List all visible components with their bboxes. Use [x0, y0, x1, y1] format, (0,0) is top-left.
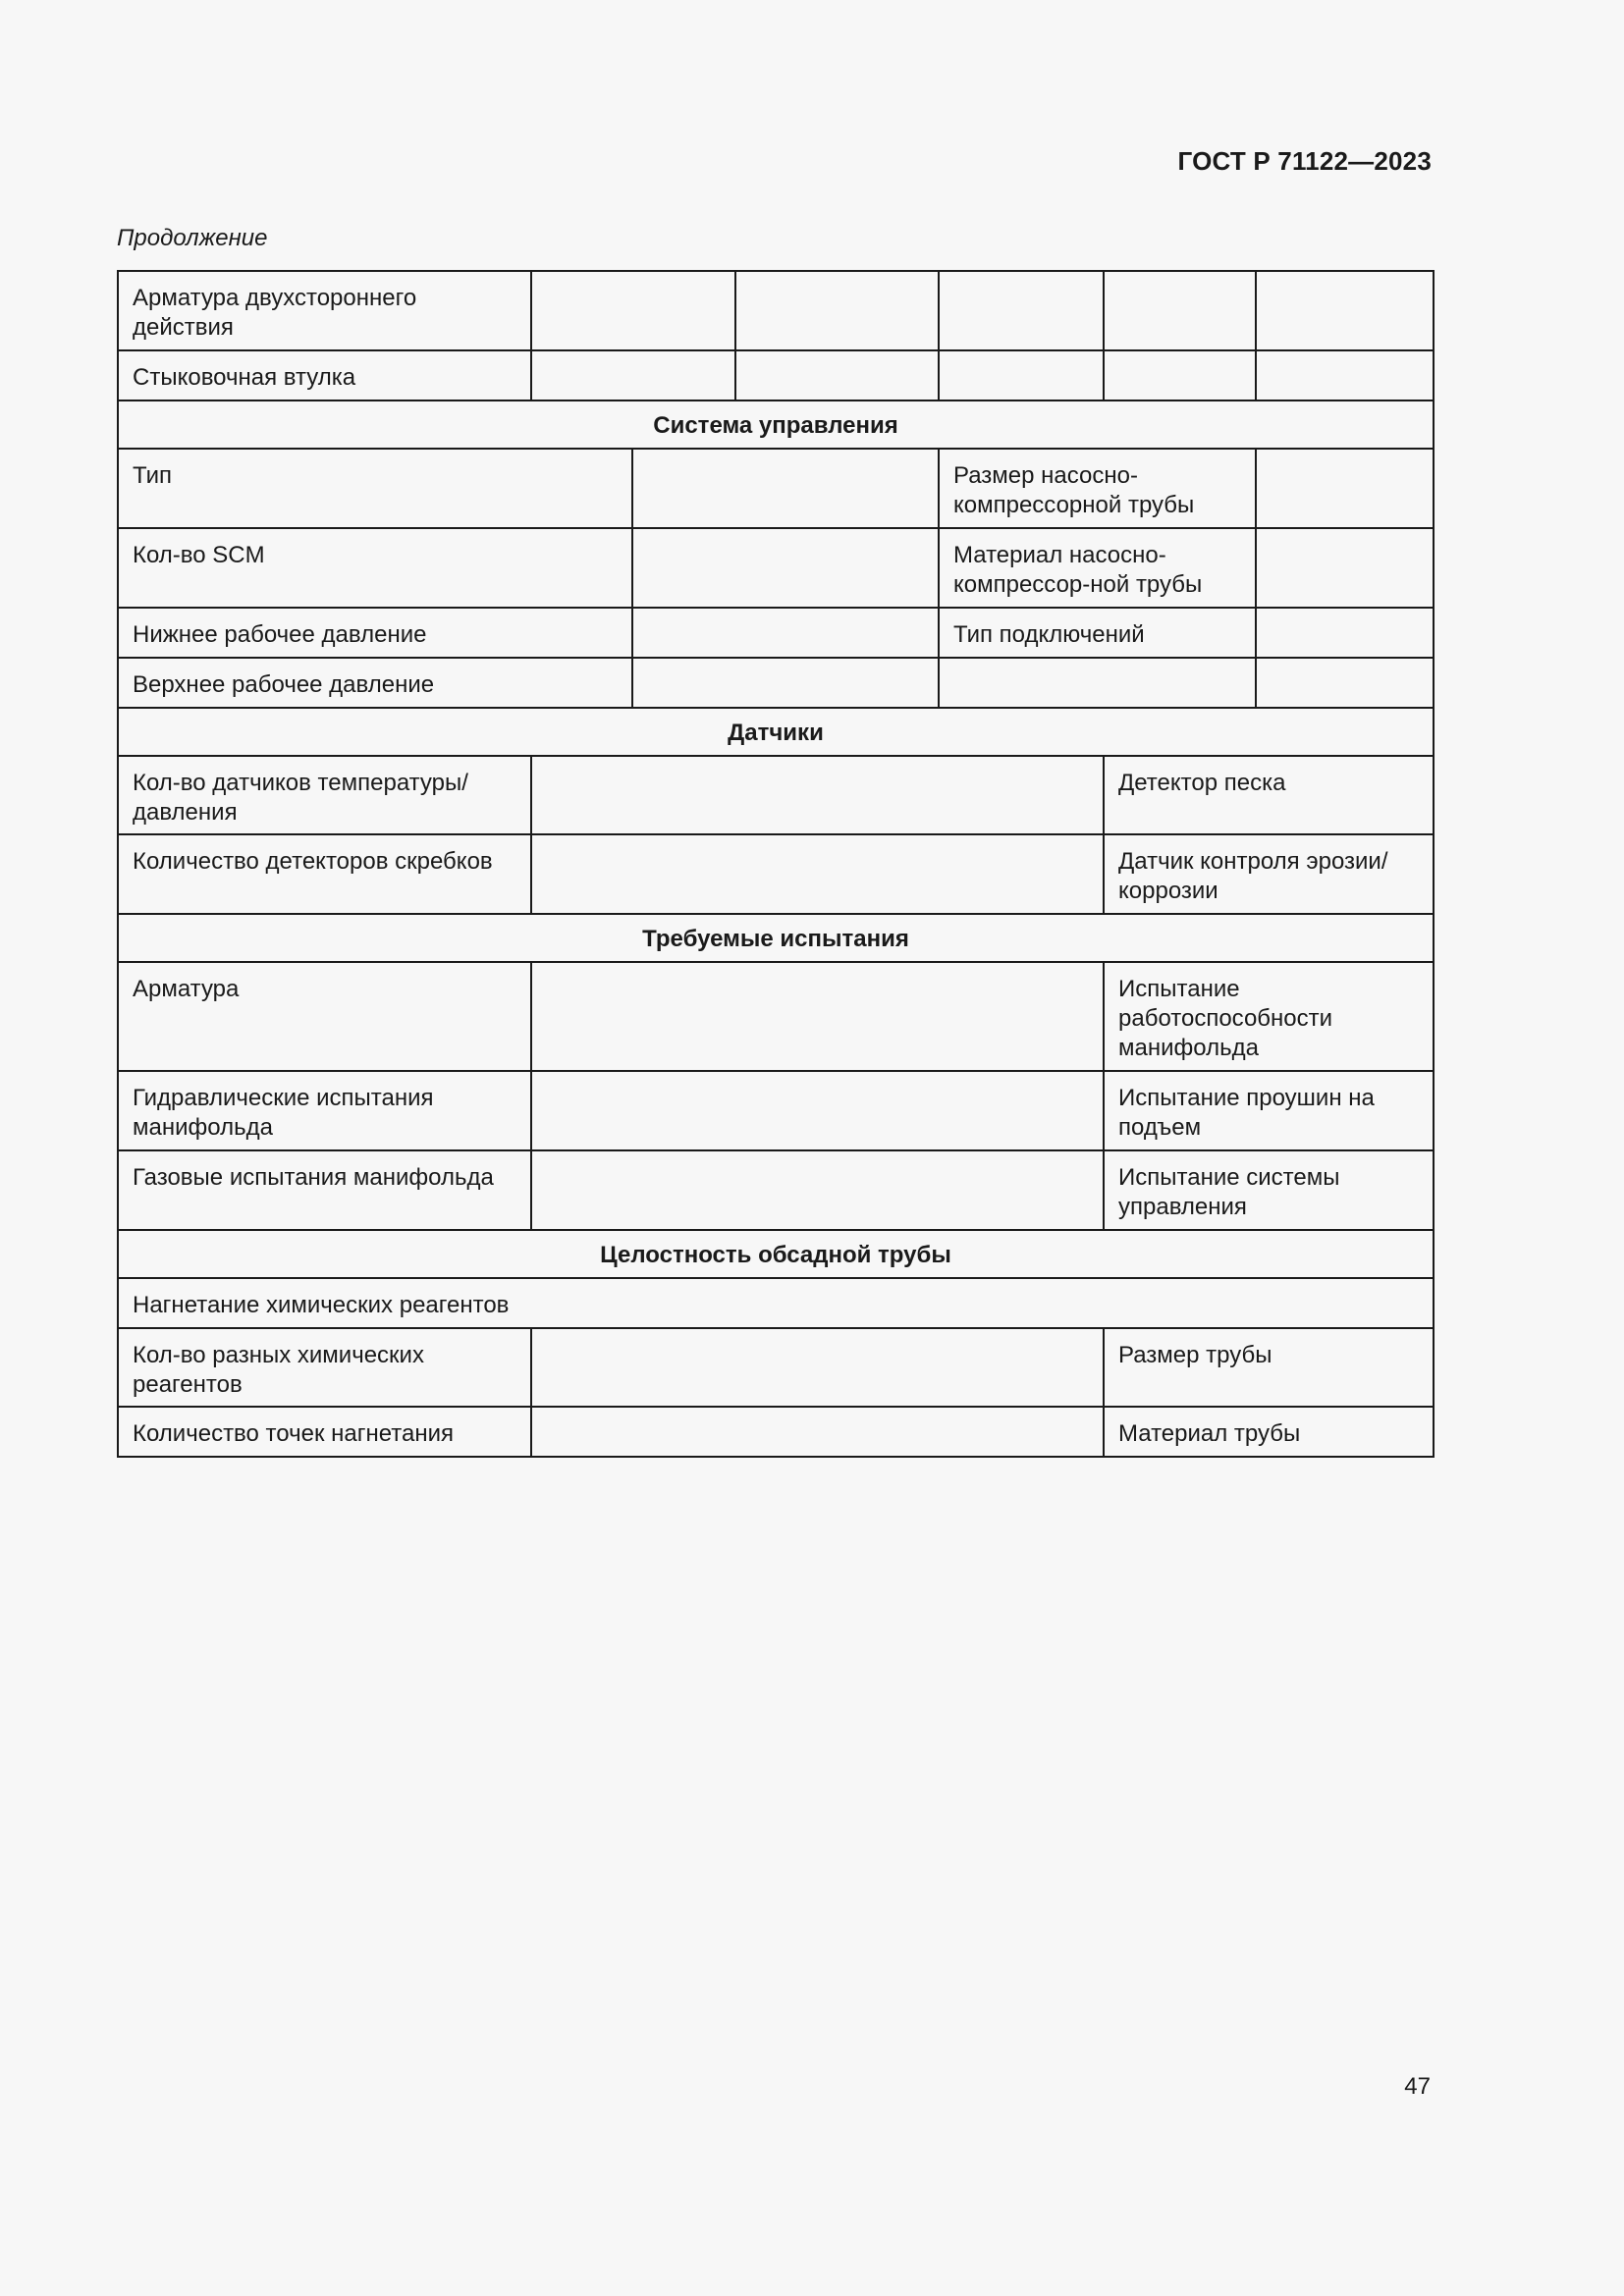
table-row [118, 528, 1434, 608]
value-cell[interactable] [1256, 608, 1434, 658]
value-cell[interactable] [632, 528, 939, 608]
table-row [118, 608, 1434, 658]
row-label: Кол-во SCM [118, 528, 632, 608]
table-row [118, 756, 1434, 834]
row-label: Арматура двухстороннего действия [118, 271, 531, 350]
value-cell[interactable] [1256, 350, 1434, 400]
value-cell[interactable] [632, 658, 939, 708]
row-label: Нагнетание химических реагентов [118, 1278, 1434, 1328]
value-cell[interactable] [531, 1328, 1104, 1407]
row-label: Тип подключений [939, 608, 1256, 658]
row-label: Материал насосно-компрессор-ной трубы [939, 528, 1256, 608]
section-title-tests: Требуемые испытания [118, 914, 1434, 962]
row-label: Стыковочная втулка [118, 350, 531, 400]
value-cell[interactable] [531, 271, 735, 350]
table-row [118, 350, 1434, 400]
row-label: Нижнее рабочее давление [118, 608, 632, 658]
value-cell[interactable] [632, 608, 939, 658]
page-number: 47 [1404, 2073, 1431, 2100]
row-label: Количество точек нагнетания [118, 1407, 531, 1457]
table-row [118, 1150, 1434, 1230]
value-cell[interactable] [939, 350, 1104, 400]
row-label: Кол-во датчиков температуры/давления [118, 756, 531, 834]
row-label: Размер насосно-компрессорной трубы [939, 449, 1256, 528]
value-cell[interactable] [1104, 350, 1256, 400]
table-row [118, 834, 1434, 914]
value-cell[interactable] [735, 350, 939, 400]
value-cell[interactable] [531, 962, 1104, 1071]
value-cell[interactable] [531, 1150, 1104, 1230]
row-label: Испытание системы управления [1104, 1150, 1434, 1230]
value-cell[interactable] [1104, 271, 1256, 350]
row-label: Тип [118, 449, 632, 528]
value-cell[interactable] [632, 449, 939, 528]
value-cell[interactable] [1256, 528, 1434, 608]
row-label: Датчик контроля эрозии/ коррозии [1104, 834, 1434, 914]
value-cell[interactable] [531, 1407, 1104, 1457]
continuation-label: Продолжение [117, 225, 268, 251]
table-row [118, 1278, 1434, 1328]
specification-table [117, 270, 1435, 1458]
row-label: Размер трубы [1104, 1328, 1434, 1407]
row-label [939, 658, 1256, 708]
section-header-row [118, 400, 1434, 449]
row-label: Кол-во разных химических реагентов [118, 1328, 531, 1407]
section-header-row [118, 708, 1434, 756]
value-cell[interactable] [939, 271, 1104, 350]
row-label: Количество детекторов скребков [118, 834, 531, 914]
value-cell[interactable] [1256, 658, 1434, 708]
row-label: Газовые испытания манифольда [118, 1150, 531, 1230]
section-header-row [118, 1230, 1434, 1278]
value-cell[interactable] [531, 1071, 1104, 1150]
table-row [118, 1071, 1434, 1150]
row-label: Материал трубы [1104, 1407, 1434, 1457]
table-row [118, 449, 1434, 528]
table-row [118, 1328, 1434, 1407]
value-cell[interactable] [531, 350, 735, 400]
row-label: Испытание проушин на подъем [1104, 1071, 1434, 1150]
table-row [118, 658, 1434, 708]
row-label: Верхнее рабочее давление [118, 658, 632, 708]
document-code: ГОСТ Р 71122—2023 [1177, 146, 1432, 176]
value-cell[interactable] [1256, 449, 1434, 528]
table-row [118, 1407, 1434, 1457]
value-cell[interactable] [531, 834, 1104, 914]
table-row [118, 271, 1434, 350]
row-label: Испытание работоспособности манифольда [1104, 962, 1434, 1071]
value-cell[interactable] [531, 756, 1104, 834]
row-label: Детектор песка [1104, 756, 1434, 834]
value-cell[interactable] [735, 271, 939, 350]
section-header-row [118, 914, 1434, 962]
table-row [118, 962, 1434, 1071]
section-title-control-system: Система управления [118, 400, 1434, 449]
value-cell[interactable] [1256, 271, 1434, 350]
section-title-casing: Целостность обсадной трубы [118, 1230, 1434, 1278]
row-label: Гидравлические испытания манифольда [118, 1071, 531, 1150]
row-label: Арматура [118, 962, 531, 1071]
section-title-sensors: Датчики [118, 708, 1434, 756]
